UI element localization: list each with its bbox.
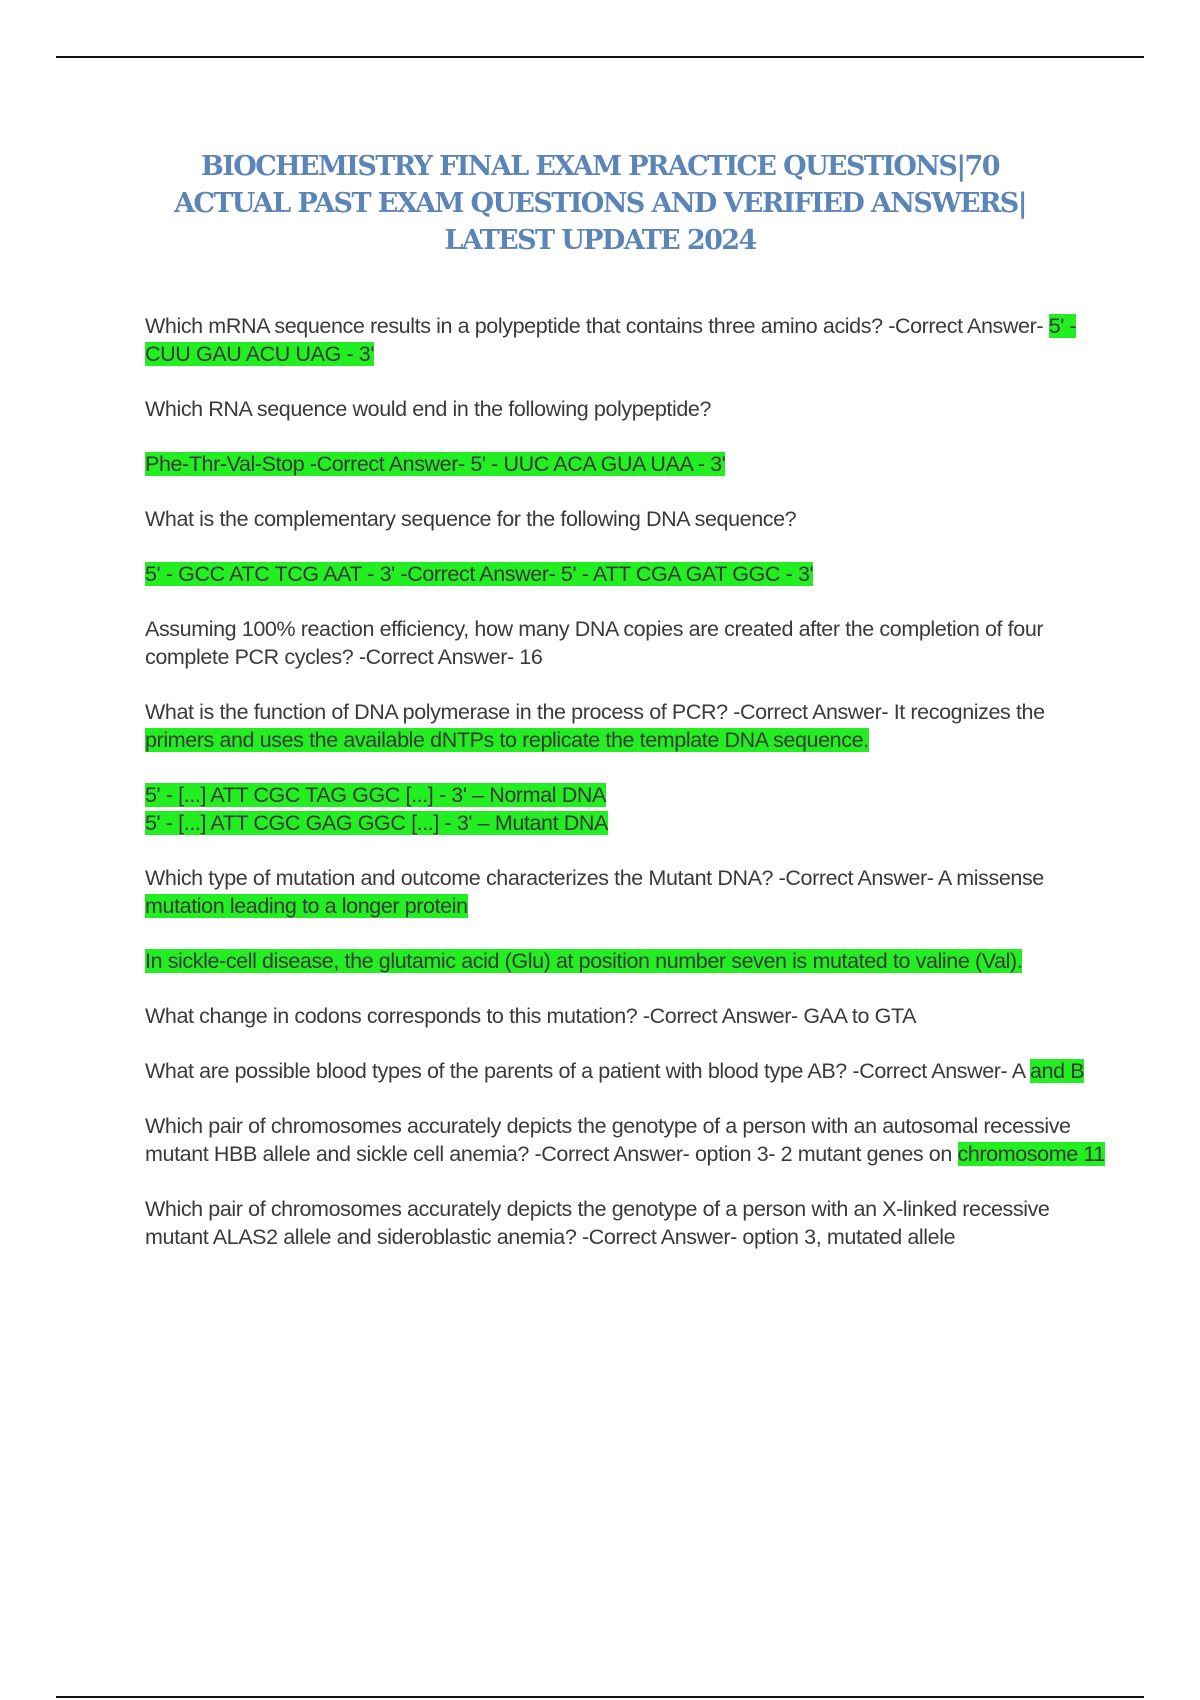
question-text: What change in codons corresponds to this mutation? -Correct Answer- GAA to GTA bbox=[145, 1004, 917, 1028]
title-line-2: ACTUAL PAST EXAM QUESTIONS AND VERIFIED ANSWERS| bbox=[174, 188, 1026, 219]
question-blood-types bbox=[145, 1057, 1105, 1085]
answer-complementary-sequence bbox=[145, 560, 1105, 588]
question-pcr-cycles bbox=[145, 615, 1105, 671]
question-alas2-chromosomes bbox=[145, 1195, 1105, 1251]
normal-dna-line: 5' - [...] ATT CGC TAG GGC [...] - 3' – Normal DNA bbox=[145, 783, 606, 807]
mutant-dna-line: 5' - [...] ATT CGC GAG GGC [...] - 3' – Mutant DNA bbox=[145, 811, 608, 835]
question-rna-sequence-polypeptide bbox=[145, 395, 1105, 423]
question-text: Which pair of chromosomes accurately depicts the genotype of a person with an autosomal recessive mutant HBB allele and sickle cell anemia? -Correct Answer- option 3- 2 mutant genes on bbox=[145, 1114, 1071, 1166]
question-text: Which mRNA sequence results in a polypeptide that contains three amino acids? -Correct Answer- bbox=[145, 314, 1049, 338]
question-hbb-chromosomes bbox=[145, 1112, 1105, 1168]
question-text: What is the complementary sequence for the following DNA sequence? bbox=[145, 507, 797, 531]
question-dna-polymerase-function bbox=[145, 698, 1105, 754]
question-text: Assuming 100% reaction efficiency, how many DNA copies are created after the completion of four complete PCR cycles? -Correct Answer- 16 bbox=[145, 617, 1044, 669]
highlighted-statement: In sickle-cell disease, the glutamic acid (Glu) at position number seven is mutated to valine (Val). bbox=[145, 949, 1023, 973]
title-line-3: LATEST UPDATE 2024 bbox=[444, 225, 756, 256]
question-text: What is the function of DNA polymerase in the process of PCR? -Correct Answer- It recognizes the bbox=[145, 700, 1045, 724]
highlighted-answer: 5' - GCC ATC TCG AAT - 3' -Correct Answer- 5' - ATT CGA GAT GGC - 3' bbox=[145, 562, 814, 586]
question-codon-change bbox=[145, 1002, 1105, 1030]
question-mutation-type bbox=[145, 864, 1105, 920]
highlighted-answer: and B bbox=[1030, 1059, 1085, 1083]
normal-mutant-dna-sequences bbox=[145, 781, 1105, 837]
footer-rule bbox=[56, 1696, 1144, 1698]
question-text: What are possible blood types of the parents of a patient with blood type AB? -Correct Answer- A bbox=[145, 1059, 1031, 1083]
highlighted-answer: Phe-Thr-Val-Stop -Correct Answer- 5' - UUC ACA GUA UAA - 3' bbox=[145, 452, 726, 476]
header-rule bbox=[56, 56, 1144, 58]
question-text: Which type of mutation and outcome characterizes the Mutant DNA? -Correct Answer- A missense bbox=[145, 866, 1044, 890]
document-body bbox=[145, 312, 1105, 1251]
question-mrna-three-amino-acids bbox=[145, 312, 1105, 368]
document-title bbox=[150, 148, 1050, 259]
title-line-1: BIOCHEMISTRY FINAL EXAM PRACTICE QUESTIONS|70 bbox=[201, 151, 999, 182]
question-complementary-sequence bbox=[145, 505, 1105, 533]
answer-phe-thr-val-stop bbox=[145, 450, 1105, 478]
question-text: Which pair of chromosomes accurately depicts the genotype of a person with an X-linked recessive mutant ALAS2 allele and sideroblastic anemia? -Correct Answer- option 3, mutated allele bbox=[145, 1197, 1050, 1249]
question-text: Which RNA sequence would end in the following polypeptide? bbox=[145, 397, 712, 421]
highlighted-answer: chromosome 11 bbox=[957, 1142, 1105, 1166]
highlighted-answer: 5' - CUU GAU ACU UAG - 3' bbox=[145, 314, 1077, 366]
highlighted-answer: primers and uses the available dNTPs to replicate the template DNA sequence. bbox=[145, 728, 869, 752]
highlighted-answer: mutation leading to a longer protein bbox=[145, 894, 468, 918]
sickle-cell-statement bbox=[145, 947, 1105, 975]
